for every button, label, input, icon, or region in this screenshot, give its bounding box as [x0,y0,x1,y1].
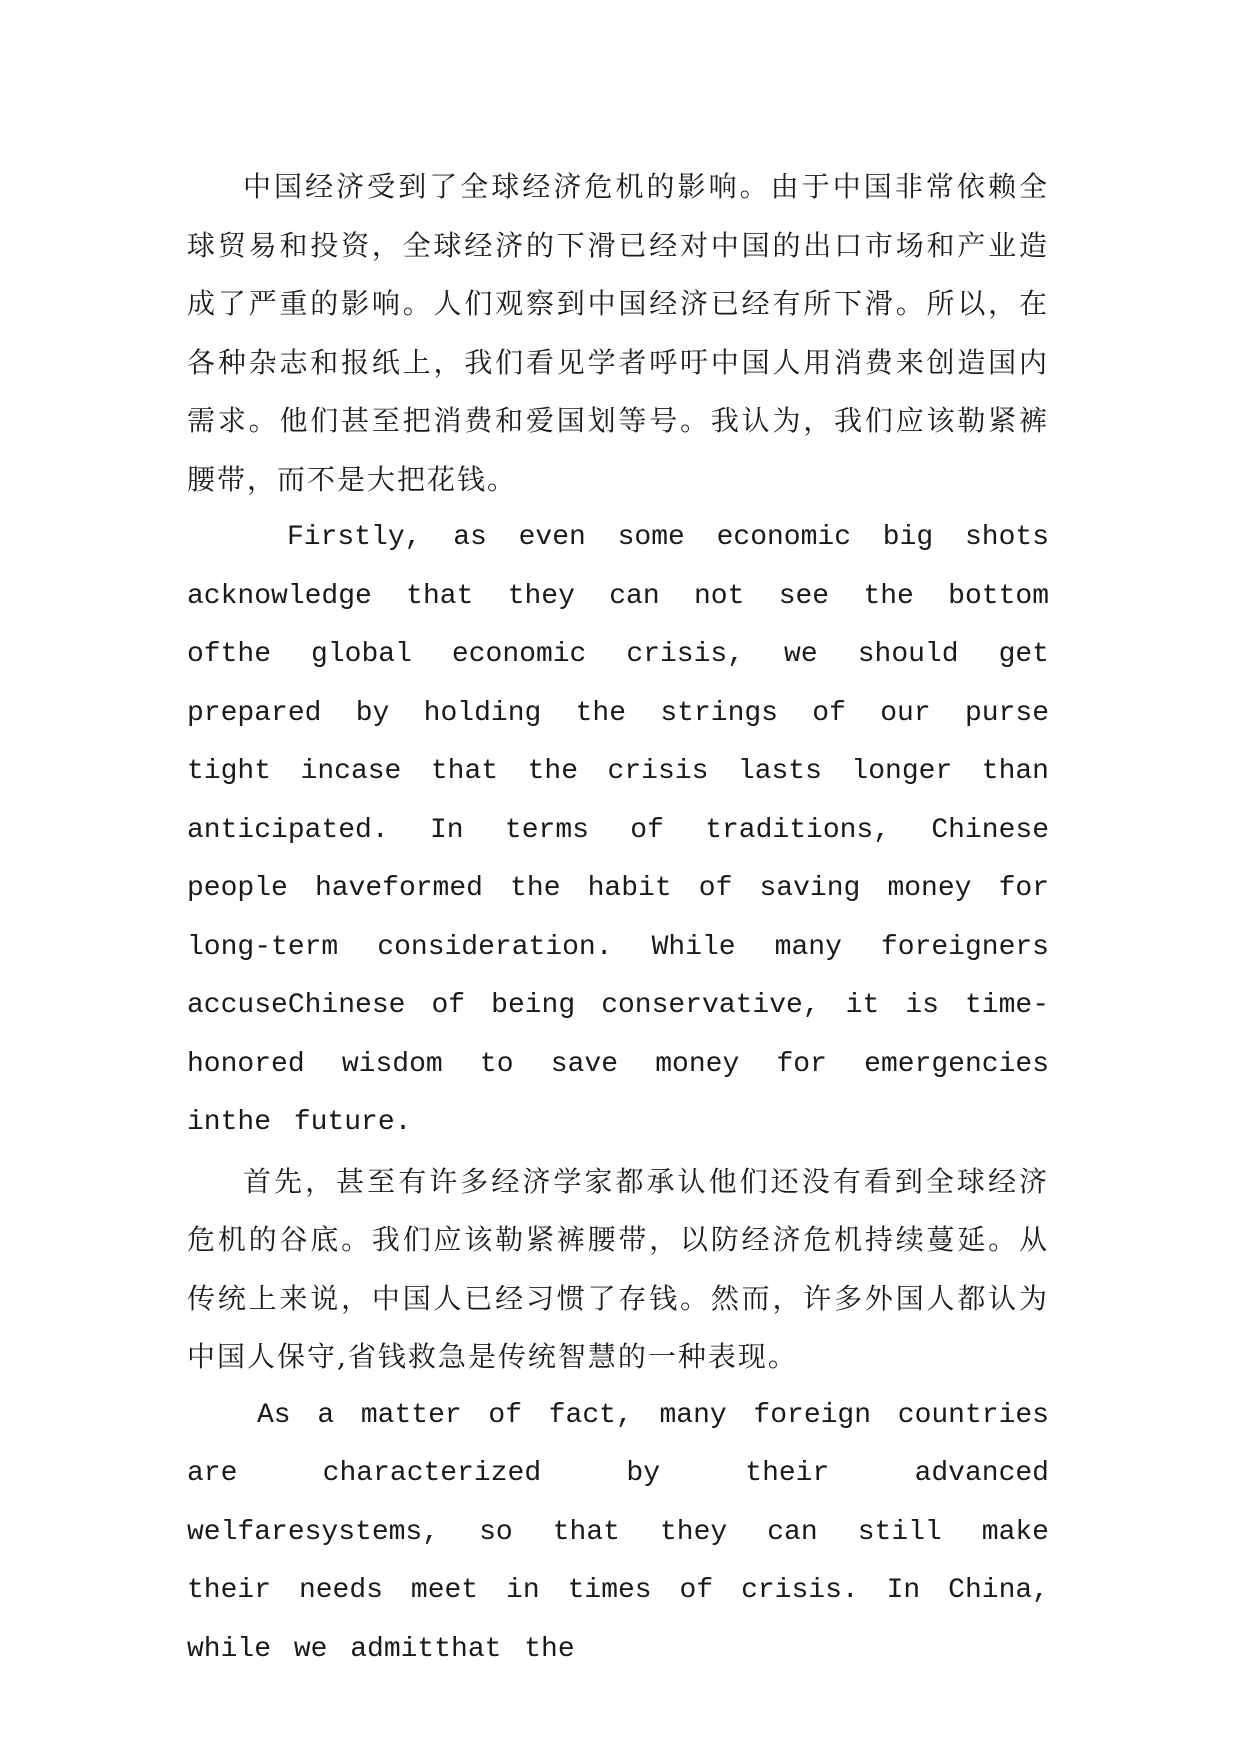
paragraph-chinese-1: 中国经济受到了全球经济危机的影响。由于中国非常依赖全球贸易和投资，全球经济的下滑已经对中国的出口市场和产业造成了严重的影响。人们观察到中国经济已经有所下滑。所以，在各种杂志和报纸上，我们看见学者呼吁中国人用消费来创造国内需求。他们甚至把消费和爱国划等号。我认为，我们应该勒紧裤腰带，而不是大把花钱。 [187,170,1049,496]
document-page [187,158,1049,1679]
paragraph-english-1: Firstly, as even some economic big shots acknowledge that they can not see the bottom ofthe global economic crisis, we should get prepared by holding the strings of our purse tight incase that the crisis lasts longer than anticipated. In terms of traditions, Chinese people haveformed the habit of saving money for long-term consideration. While many foreigners accuseChinese of being conservative, it is time-honored wisdom to save money for emergencies inthe future. [187,522,1049,1138]
paragraph-english-2: As a matter of fact, many foreign countries are characterized by their advanced welfaresystems, so that they can still make their needs meet in times of crisis. In China, while we admitthat the [187,1399,1049,1665]
paragraph-chinese-2: 首先，甚至有许多经济学家都承认他们还没有看到全球经济危机的谷底。我们应该勒紧裤腰带，以防经济危机持续蔓延。从传统上来说，中国人已经习惯了存钱。然而，许多外国人都认为中国人保守,省钱救急是传统智慧的一种表现。 [187,1164,1049,1373]
